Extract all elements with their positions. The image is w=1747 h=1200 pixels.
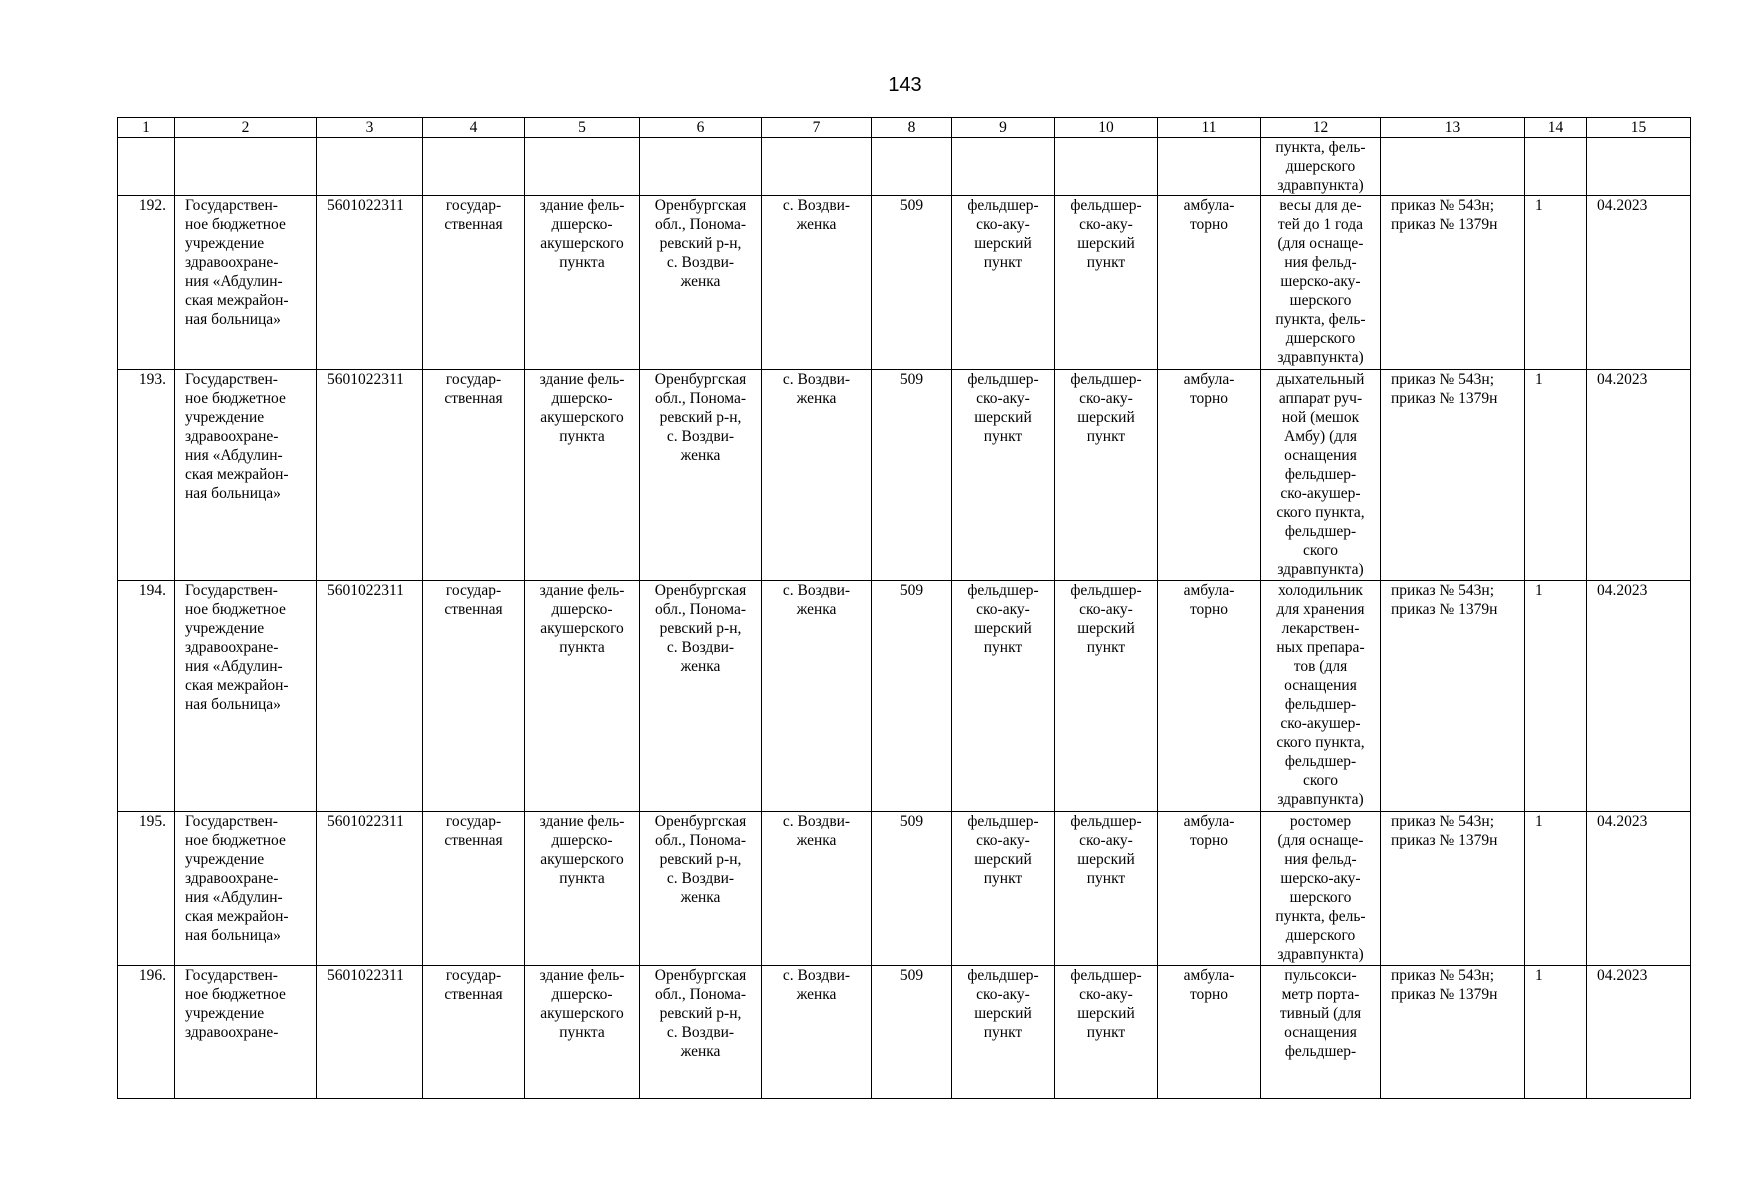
row-number-cell: 193. <box>118 370 175 581</box>
row-number-cell: 194. <box>118 581 175 812</box>
date-cell: 04.2023 <box>1587 966 1691 1099</box>
date-cell: 04.2023 <box>1587 812 1691 966</box>
equipment-cell: дыхательный аппарат руч- ной (мешок Амбу) (для оснащения фельдшер- ско-акушер- ского пункта, фельдшер- ского здравпункта) <box>1261 370 1381 581</box>
unit-type-cell: фельдшер- ско-аку- шерский пункт <box>952 812 1055 966</box>
table-row <box>118 370 1691 581</box>
table-row <box>118 581 1691 812</box>
column-number: 2 <box>175 118 317 138</box>
quantity-cell: 1 <box>1525 812 1587 966</box>
unit-name-cell: фельдшер- ско-аку- шерский пункт <box>1055 196 1158 370</box>
equipment-cell: ростомер (для оснаще- ния фельд- шерско-аку- шерского пункта, фель- дшерского здравпункта) <box>1261 812 1381 966</box>
column-number: 3 <box>317 118 423 138</box>
quantity-cell: 1 <box>1525 581 1587 812</box>
organization-cell: Государствен- ное бюджетное учреждение здравоохране- ния «Абдулин- ская межрайон- ная больница» <box>175 812 317 966</box>
column-number: 6 <box>640 118 762 138</box>
building-cell: здание фель- дшерско- акушерского пункта <box>525 581 640 812</box>
table-row <box>118 812 1691 966</box>
column-number: 7 <box>762 118 872 138</box>
order-cell: приказ № 543н; приказ № 1379н <box>1381 581 1525 812</box>
unit-name-cell: фельдшер- ско-аку- шерский пункт <box>1055 966 1158 1099</box>
date-cell: 04.2023 <box>1587 581 1691 812</box>
ownership-cell: государ- ственная <box>423 196 525 370</box>
address-cell: Оренбургская обл., Понома- ревский р-н, с. Воздви- женка <box>640 370 762 581</box>
equipment-cell: пульсокси- метр порта- тивный (для оснащения фельдшер- <box>1261 966 1381 1099</box>
ownership-cell: государ- ственная <box>423 370 525 581</box>
address-cell: Оренбургская обл., Понома- ревский р-н, с. Воздви- женка <box>640 196 762 370</box>
row-number-cell: 195. <box>118 812 175 966</box>
equipment-cell: пункта, фель- дшерского здравпункта) <box>1261 138 1381 196</box>
ownership-cell: государ- ственная <box>423 581 525 812</box>
date-cell: 04.2023 <box>1587 370 1691 581</box>
date-cell: 04.2023 <box>1587 196 1691 370</box>
equipment-cell: холодильник для хранения лекарствен- ных препара- тов (для оснащения фельдшер- ско-акушер- ского пункта, фельдшер- ского здравпункта) <box>1261 581 1381 812</box>
organization-cell: Государствен- ное бюджетное учреждение здравоохране- ния «Абдулин- ская межрайон- ная больница» <box>175 196 317 370</box>
care-type-cell: амбула- торно <box>1158 581 1261 812</box>
table-row <box>118 196 1691 370</box>
order-cell: приказ № 543н; приказ № 1379н <box>1381 370 1525 581</box>
address-cell: Оренбургская обл., Понома- ревский р-н, с. Воздви- женка <box>640 812 762 966</box>
table-row <box>118 966 1691 1099</box>
order-cell: приказ № 543н; приказ № 1379н <box>1381 966 1525 1099</box>
column-number: 9 <box>952 118 1055 138</box>
column-number: 13 <box>1381 118 1525 138</box>
settlement-cell: с. Воздви- женка <box>762 370 872 581</box>
column-number: 15 <box>1587 118 1691 138</box>
row-number-cell: 196. <box>118 966 175 1099</box>
building-cell: здание фель- дшерско- акушерского пункта <box>525 370 640 581</box>
organization-cell: Государствен- ное бюджетное учреждение здравоохране- <box>175 966 317 1099</box>
settlement-cell: с. Воздви- женка <box>762 812 872 966</box>
population-cell: 509 <box>872 370 952 581</box>
inn-cell: 5601022311 <box>317 966 423 1099</box>
quantity-cell: 1 <box>1525 196 1587 370</box>
building-cell: здание фель- дшерско- акушерского пункта <box>525 196 640 370</box>
quantity-cell: 1 <box>1525 966 1587 1099</box>
building-cell: здание фель- дшерско- акушерского пункта <box>525 812 640 966</box>
page-number: 143 <box>888 74 922 96</box>
registry-table <box>117 117 1691 1099</box>
inn-cell: 5601022311 <box>317 581 423 812</box>
care-type-cell: амбула- торно <box>1158 196 1261 370</box>
care-type-cell: амбула- торно <box>1158 370 1261 581</box>
unit-name-cell: фельдшер- ско-аку- шерский пункт <box>1055 370 1158 581</box>
column-number: 12 <box>1261 118 1381 138</box>
column-number: 1 <box>118 118 175 138</box>
equipment-cell: весы для де- тей до 1 года (для оснаще- ния фельд- шерско-аку- шерского пункта, фель- дшерского здравпункта) <box>1261 196 1381 370</box>
population-cell: 509 <box>872 581 952 812</box>
unit-type-cell: фельдшер- ско-аку- шерский пункт <box>952 196 1055 370</box>
inn-cell: 5601022311 <box>317 812 423 966</box>
ownership-cell: государ- ственная <box>423 812 525 966</box>
column-number: 10 <box>1055 118 1158 138</box>
settlement-cell: с. Воздви- женка <box>762 196 872 370</box>
unit-type-cell: фельдшер- ско-аку- шерский пункт <box>952 581 1055 812</box>
continuation-row <box>118 138 1691 196</box>
unit-name-cell: фельдшер- ско-аку- шерский пункт <box>1055 812 1158 966</box>
organization-cell: Государствен- ное бюджетное учреждение здравоохране- ния «Абдулин- ская межрайон- ная больница» <box>175 370 317 581</box>
care-type-cell: амбула- торно <box>1158 812 1261 966</box>
settlement-cell: с. Воздви- женка <box>762 581 872 812</box>
row-number-cell: 192. <box>118 196 175 370</box>
organization-cell: Государствен- ное бюджетное учреждение здравоохране- ния «Абдулин- ская межрайон- ная больница» <box>175 581 317 812</box>
column-number-row <box>118 118 1691 138</box>
unit-type-cell: фельдшер- ско-аку- шерский пункт <box>952 966 1055 1099</box>
settlement-cell: с. Воздви- женка <box>762 966 872 1099</box>
order-cell: приказ № 543н; приказ № 1379н <box>1381 196 1525 370</box>
column-number: 14 <box>1525 118 1587 138</box>
inn-cell: 5601022311 <box>317 370 423 581</box>
building-cell: здание фель- дшерско- акушерского пункта <box>525 966 640 1099</box>
ownership-cell: государ- ственная <box>423 966 525 1099</box>
column-number: 8 <box>872 118 952 138</box>
column-number: 4 <box>423 118 525 138</box>
order-cell: приказ № 543н; приказ № 1379н <box>1381 812 1525 966</box>
population-cell: 509 <box>872 966 952 1099</box>
unit-name-cell: фельдшер- ско-аку- шерский пункт <box>1055 581 1158 812</box>
quantity-cell: 1 <box>1525 370 1587 581</box>
population-cell: 509 <box>872 196 952 370</box>
address-cell: Оренбургская обл., Понома- ревский р-н, с. Воздви- женка <box>640 966 762 1099</box>
column-number: 11 <box>1158 118 1261 138</box>
care-type-cell: амбула- торно <box>1158 966 1261 1099</box>
population-cell: 509 <box>872 812 952 966</box>
unit-type-cell: фельдшер- ско-аку- шерский пункт <box>952 370 1055 581</box>
address-cell: Оренбургская обл., Понома- ревский р-н, с. Воздви- женка <box>640 581 762 812</box>
column-number: 5 <box>525 118 640 138</box>
inn-cell: 5601022311 <box>317 196 423 370</box>
